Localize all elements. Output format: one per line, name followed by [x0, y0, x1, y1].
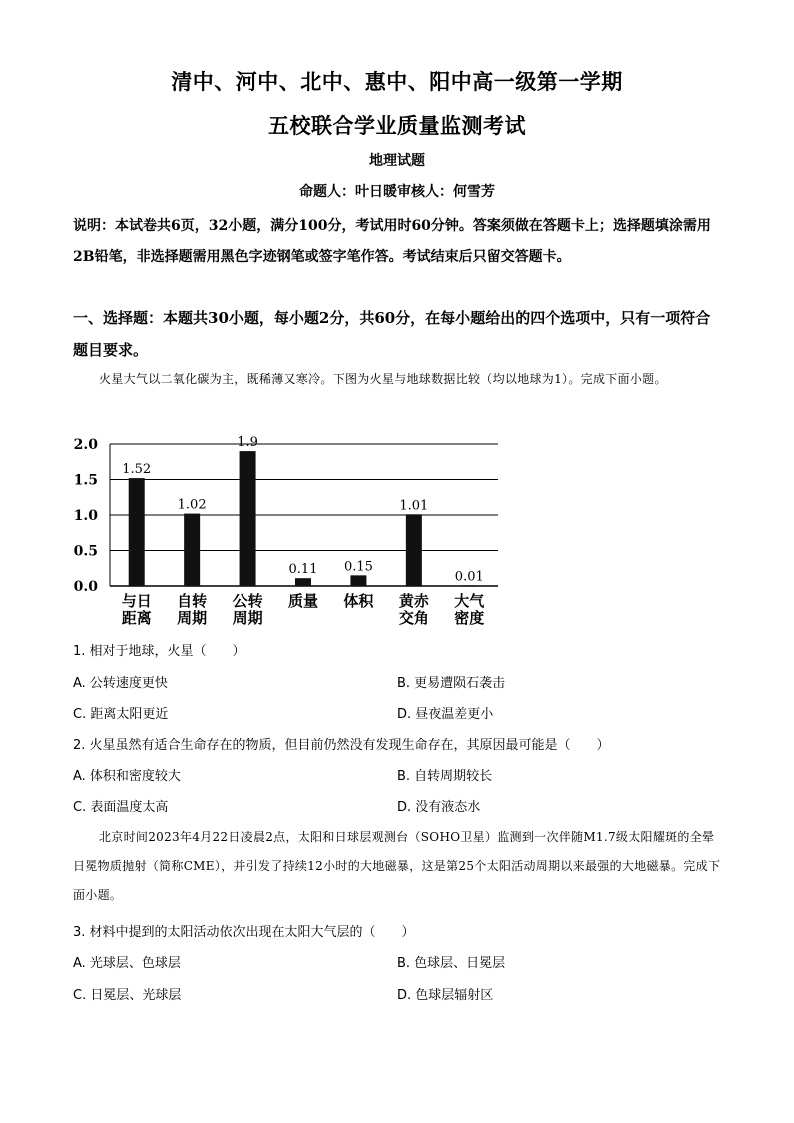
q2-option-d[interactable]: D. 没有液态水 [397, 800, 481, 815]
q1-option-c[interactable]: C. 距离太阳更近 [73, 707, 169, 722]
y-tick-label: 0.0 [73, 579, 98, 595]
x-category-label: 黄赤 [398, 592, 429, 610]
exam-instructions: 说明：本试卷共6页，32小题，满分100分，考试用时60分钟。答案须做在答题卡上；选择题填涂需用2B铅笔，非选择题需用黑色字迹钢笔或签字笔作答。考试结束后只留交答题卡。 [73, 218, 711, 265]
question-1-stem: 1. 相对于地球，火星（ ） [73, 644, 246, 659]
section-heading: 一、选择题：本题共30小题，每小题2分，共60分，在每小题给出的四个选项中，只有一项符合题目要求。 [73, 309, 711, 359]
x-category-label: 大气 [454, 592, 485, 610]
bar-value-label: 1.01 [399, 498, 429, 514]
chart-bar [129, 478, 145, 586]
y-tick-label: 1.5 [73, 472, 98, 489]
x-category-label: 交角 [398, 609, 429, 627]
authors-line: 命题人：叶日暖审核人：何雪芳 [299, 184, 495, 200]
question-3-stem: 3. 材料中提到的太阳活动依次出现在太阳大气层的（ ） [73, 925, 415, 940]
q1-option-d[interactable]: D. 昼夜温差更小 [397, 707, 494, 722]
exam-title-line2: 五校联合学业质量监测考试 [268, 113, 526, 138]
chart-bar [240, 451, 256, 586]
bar-value-label: 1.9 [237, 435, 258, 451]
x-category-label: 周期 [232, 609, 263, 627]
q2-option-b[interactable]: B. 自转周期较长 [397, 769, 493, 784]
q2-option-c[interactable]: C. 表面温度太高 [73, 800, 169, 815]
x-category-label: 公转 [232, 592, 263, 610]
exam-title-line1: 清中、河中、北中、惠中、阳中高一级第一学期 [171, 69, 623, 94]
q3-option-c[interactable]: C. 日冕层、光球层 [73, 988, 182, 1003]
material-paragraph-1: 火星大气以二氧化碳为主，既稀薄又寒冷。下图为火星与地球数据比较（均以地球为1）。完成下面小题。 [99, 372, 667, 386]
mars-earth-bar-chart [70, 428, 510, 633]
material-paragraph-2: 北京时间2023年4月22日凌晨2点，太阳和日球层观测台（SOHO卫星）监测到一次伴随M1.7级太阳耀斑的全晕日冕物质抛射（简称CME），并引发了持续12小时的大地磁暴，这是第25个太阳活动周期以来最强的大地磁暴。完成下面小题。 [73, 830, 721, 902]
x-axis-labels [122, 592, 486, 627]
x-category-label: 密度 [454, 609, 485, 627]
q3-option-b[interactable]: B. 色球层、日冕层 [397, 956, 506, 971]
x-category-label: 与日 [121, 592, 152, 610]
x-category-label: 体积 [343, 592, 374, 610]
q2-option-a[interactable]: A. 体积和密度较大 [73, 769, 181, 784]
bar-value-label: 0.11 [288, 562, 318, 578]
chart-bar [406, 514, 422, 586]
bar-value-label: 1.02 [177, 497, 207, 513]
chart-bar [461, 585, 477, 586]
bar-value-label: 0.15 [343, 559, 373, 575]
chart-bar [350, 575, 366, 586]
y-tick-label: 2.0 [73, 437, 98, 453]
y-axis-ticks [74, 437, 99, 595]
bar-value-label: 1.52 [122, 462, 152, 478]
q3-option-d[interactable]: D. 色球层辐射区 [397, 988, 494, 1003]
x-category-label: 质量 [287, 592, 319, 610]
value-labels [122, 435, 484, 584]
bar-value-label: 0.01 [454, 569, 484, 585]
q3-option-a[interactable]: A. 光球层、色球层 [73, 956, 181, 971]
question-2-stem: 2. 火星虽然有适合生命存在的物质，但目前仍然没有发现生命存在，其原因最可能是（ ） [73, 738, 610, 753]
y-tick-label: 0.5 [73, 543, 98, 560]
x-category-label: 自转 [177, 592, 208, 610]
q1-option-a[interactable]: A. 公转速度更快 [73, 676, 168, 691]
y-tick-label: 1.0 [73, 508, 98, 524]
chart-bar [184, 514, 200, 586]
x-category-label: 周期 [177, 609, 208, 627]
chart-bar [295, 578, 311, 586]
subject-title: 地理试题 [369, 153, 425, 169]
q1-option-b[interactable]: B. 更易遭陨石袭击 [397, 676, 506, 691]
x-category-label: 距离 [121, 609, 152, 627]
